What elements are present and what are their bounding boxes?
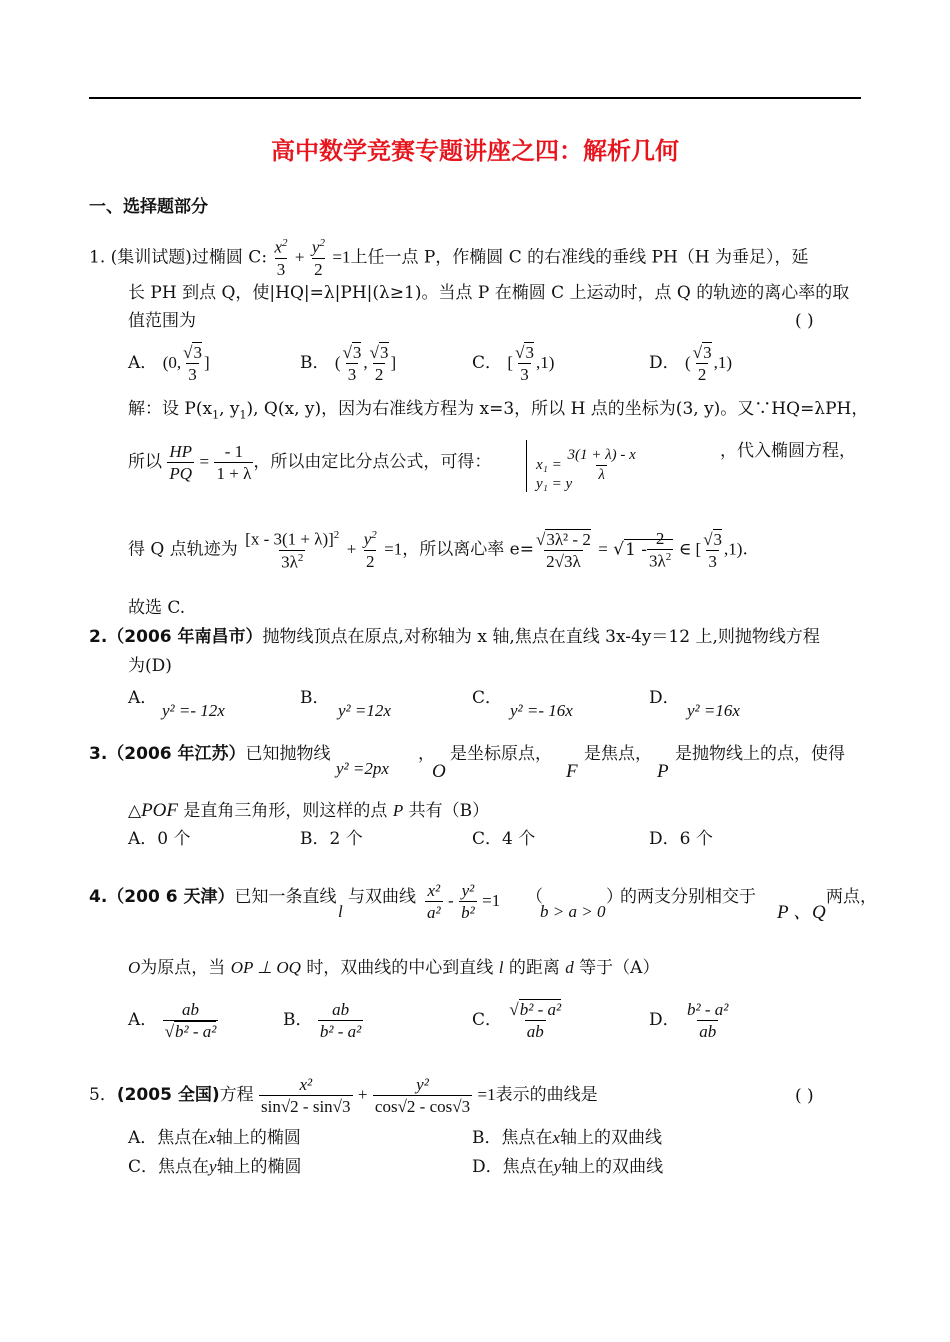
q3-line1: 3.（2006 年江苏）已知抛物线 xyxy=(89,744,331,764)
q1-line1: 1. (集训试题)过椭圆 C: $\frac{x^2}{3}$ + $\frac{y^2}{2}$ =1上任一点 P，作椭圆 C 的右准线的垂线 PH（H 为垂足），延 xyxy=(89,237,809,279)
page-title: 高中数学竞赛专题讲座之四：解析几何 xyxy=(271,137,679,165)
q3-equation: y² =2px xyxy=(336,759,389,778)
q5-option-a: A．焦点在x轴上的椭圆 xyxy=(128,1128,301,1148)
q4-t3: 的两支分别相交于 xyxy=(620,887,756,907)
q4-PQ: P 、Q xyxy=(777,902,826,923)
q2-option-d: y² =16x xyxy=(687,701,740,720)
q3-F: F xyxy=(566,761,578,782)
q2-option-a-label: A． xyxy=(128,688,158,708)
q4-cond-open: （ xyxy=(526,887,543,907)
q1-answer-paren: ( ) xyxy=(795,311,814,331)
q2-option-c-label: C． xyxy=(472,688,503,708)
q1-line2: 长 PH 到点 Q，使|HQ|=λ|PH|(λ≥1)。当点 P 在椭圆 C 上运动时，点 Q 的轨迹的离心率的取 xyxy=(128,283,850,303)
q1-frac-x: $\frac{x^2}{3}$ xyxy=(274,237,288,279)
q1-system-eq1: x₁ = $\frac{3(1 + \lambda) - x}{\lambda}$ xyxy=(536,447,636,483)
q4-option-d: D． $\frac{\text{b² - a²}}{ab}$ xyxy=(649,1000,729,1041)
q5-option-d: D．焦点在y轴上的双曲线 xyxy=(472,1157,664,1177)
q3-option-c: C．4 个 xyxy=(472,829,536,849)
q4-line1: 4.（200 6 天津）已知一条直线 xyxy=(89,887,337,907)
q5-option-b: B．焦点在x轴上的双曲线 xyxy=(472,1128,663,1148)
q1-solution-line3: 得 Q 点轨迹为 $\frac{[x - 3(1 + \lambda)]^2}{3\lambda^2}$ + $\frac{y^2}{2}$ =1，所以离心率 e= $\frac{\text{√3λ² - 2}}{2√3\lambda}$ = √1 - $\frac{2}{3\lambda^2}$ ∈ [ $\frac{√3}{3}$ ,1). xyxy=(128,529,748,572)
q3-line2: △POF 是直角三角形，则这样的点 P 共有（B） xyxy=(128,800,490,821)
q2-option-d-label: D． xyxy=(649,688,680,708)
q3-t5: 是抛物线上的点，使得 xyxy=(675,744,845,764)
q4-line2: O为原点，当 OP ⊥ OQ 时，双曲线的中心到直线 l 的距离 d 等于（A） xyxy=(128,958,660,978)
q4-t2: 与双曲线 xyxy=(348,887,416,907)
header-rule xyxy=(89,97,861,99)
q5-answer-paren: ( ) xyxy=(795,1086,814,1106)
q3-O: O xyxy=(432,761,446,782)
q2-line1: 2.（2006 年南昌市）抛物线顶点在原点,对称轴为 x 轴,焦点在直线 3x-4y＝12 上,则抛物线方程 xyxy=(89,627,820,647)
q1-solution-line2-end: ，代入椭圆方程， xyxy=(720,441,856,461)
q1-option-b: B． ( $\frac{√3}{3}$ , $\frac{√3}{2}$ ] xyxy=(300,343,397,384)
q3-t3: 是坐标原点， xyxy=(450,744,552,764)
q1-frac-y: $\frac{y^2}{2}$ xyxy=(311,237,325,279)
q2-line2: 为(D) xyxy=(128,656,172,676)
q2-option-b-label: B． xyxy=(300,688,330,708)
q4-option-a: A． $\frac{ab}{\text{√b² - a²}}$ xyxy=(128,1000,217,1041)
q3-t4: 是焦点， xyxy=(584,744,652,764)
q3-option-b: B．2 个 xyxy=(300,829,363,849)
q5-option-c: C．焦点在y轴上的椭圆 xyxy=(128,1157,302,1177)
q1-solution-line2: 所以 $\frac{HP}{PQ}$ = $\frac{- 1}{1 + \lambda}$ ，所以由定比分点公式，可得： xyxy=(128,442,492,483)
q4-option-b: B． $\frac{ab}{\text{b² - a²}}$ xyxy=(283,1000,362,1041)
section-heading: 一、选择题部分 xyxy=(89,197,208,217)
q4-hyperbola: $\frac{\text{x²}}{\text{a²}}$ - $\frac{\text{y²}}{\text{b²}}$ =1 xyxy=(427,881,501,922)
q3-P: P xyxy=(657,761,669,782)
q4-t4: 两点， xyxy=(826,887,877,907)
q4-cond: b > a > 0 xyxy=(540,902,606,921)
q5-line1: 5．(2005 全国)方程 $\frac{\text{x²}}{\sin√2 - \sin√3}$ + $\frac{\text{y²}}{\cos√2 - \cos√3}$ =1表示的曲线是 xyxy=(89,1075,598,1116)
q3-option-d: D．6 个 xyxy=(649,829,713,849)
q4-l: l xyxy=(338,902,343,921)
q4-cond-close: ） xyxy=(606,887,623,907)
q1-solution-line1: 解：设 $P(x_1$, $y_1$), Q(x, y)，因为右准线方程为 x=3，所以 H 点的坐标为(3, y)。又∵HQ=λPH， xyxy=(128,399,869,422)
q1-option-c: C． [ $\frac{√3}{3}$ ,1) xyxy=(472,343,555,384)
q1-option-d: D． ( $\frac{√3}{2}$ ,1) xyxy=(649,343,732,384)
q2-option-b: y² =12x xyxy=(338,701,391,720)
q1-option-a: A． (0, $\frac{√3}{3}$ ] xyxy=(128,343,210,384)
q4-option-c: C． $\frac{\text{√b² - a²}}{ab}$ xyxy=(472,1000,562,1041)
q2-option-a: y² =- 12x xyxy=(162,701,225,720)
q1-line3: 值范围为 xyxy=(128,311,196,331)
q1-system-eq2: y₁ = y xyxy=(536,476,573,492)
q1-system-brace xyxy=(526,440,527,492)
q3-option-a: A．0 个 xyxy=(128,829,191,849)
q1-answer: 故选 C. xyxy=(128,598,186,618)
q3-comma: ， xyxy=(418,744,435,764)
q2-option-c: y² =- 16x xyxy=(510,701,573,720)
